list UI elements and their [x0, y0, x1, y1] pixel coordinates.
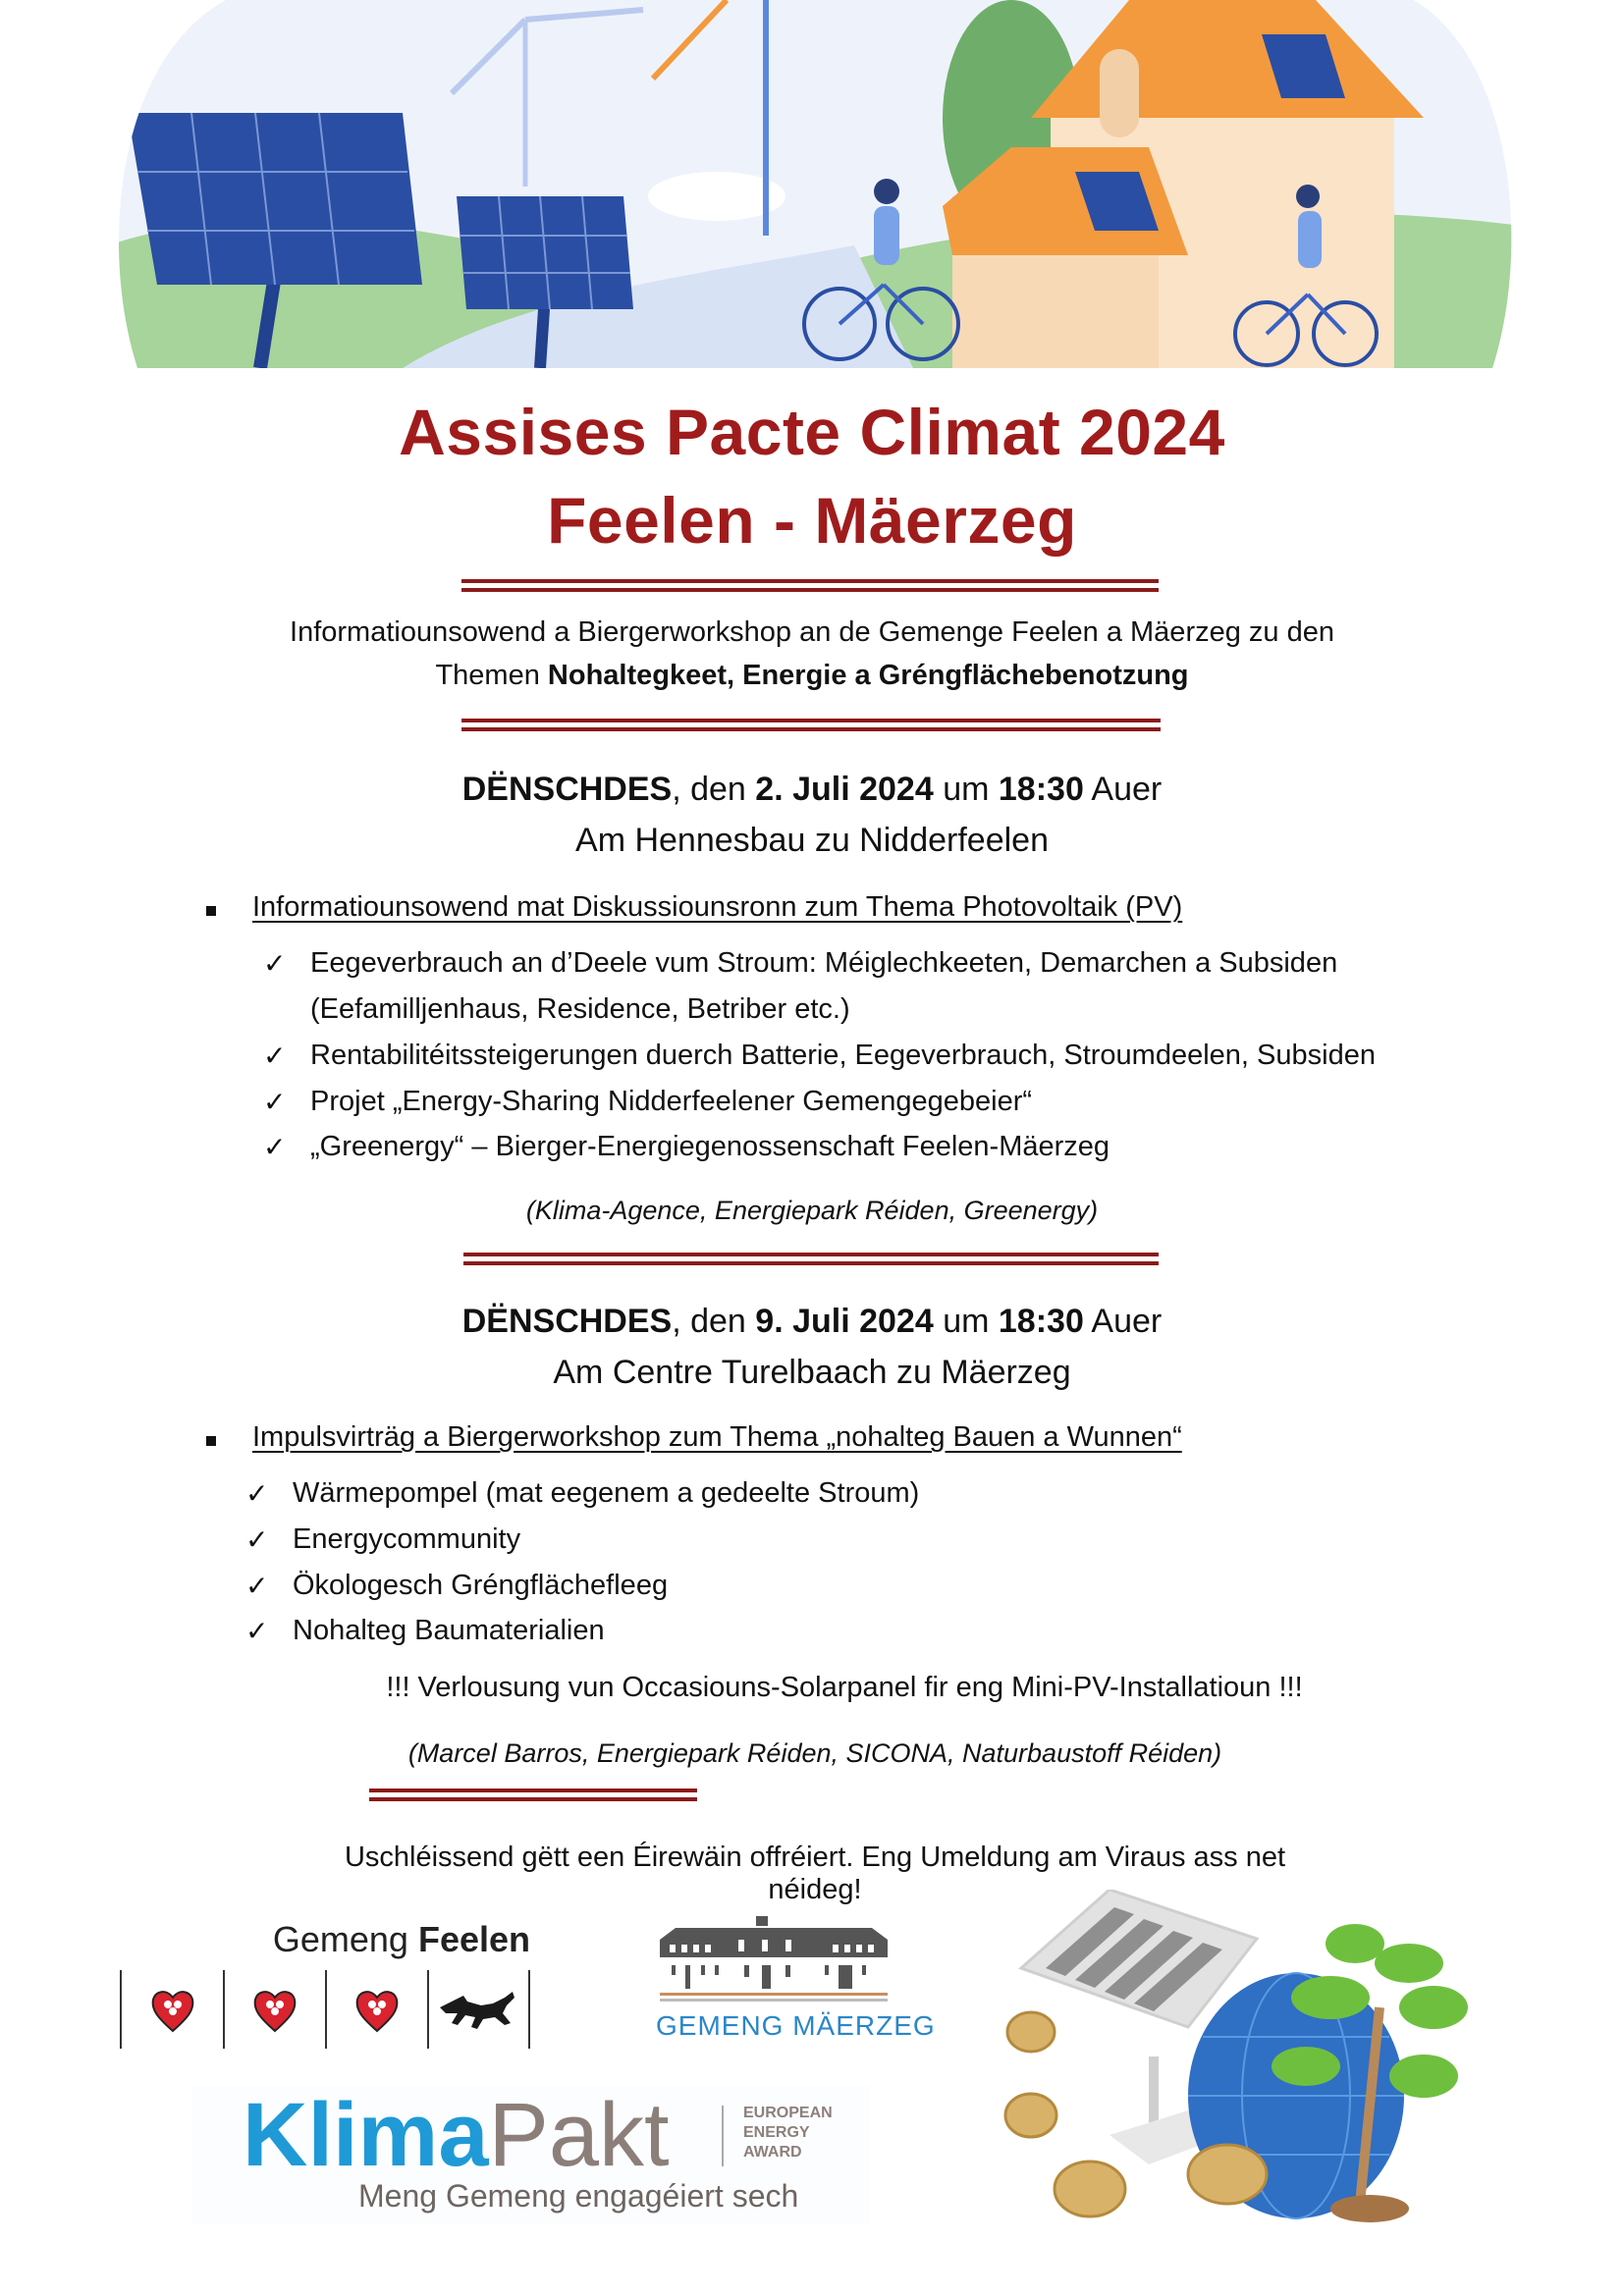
award-line: EUROPEAN: [743, 2105, 833, 2121]
event2-date: 9. Juli 2024: [755, 1303, 934, 1340]
intro-prefix: Themen: [435, 660, 548, 691]
event1-auer: Auer: [1083, 771, 1163, 808]
leaf: [1399, 1986, 1468, 2029]
leaf: [1375, 1944, 1443, 1983]
event1-day: DËNSCHDES: [461, 771, 673, 808]
event2-credits: (Marcel Barros, Energiepark Réiden, SICONA, Naturbaustoff Réiden): [407, 1738, 1222, 1768]
event1-item-1-cont: (Eefamilljenhaus, Residence, Betriber etc.): [310, 993, 850, 1025]
event1-item-2: Rentabilitéitssteigerungen duerch Batterie, Eegeverbrauch, Stroumdeelen, Subsiden: [310, 1040, 1376, 1071]
bullet-square: [206, 906, 216, 916]
town-hall-icon: [656, 1914, 896, 2002]
check-icon: ✓: [263, 947, 287, 980]
check-icon: ✓: [245, 1615, 269, 1647]
divider: [461, 579, 1159, 592]
check-icon: ✓: [263, 1086, 287, 1118]
soil: [1330, 2195, 1409, 2222]
event1-um: um: [933, 771, 999, 808]
divider-line: [223, 1970, 225, 2049]
leaf: [1389, 2055, 1458, 2098]
header-illustration: [108, 0, 1522, 368]
event1-item-3: Projet „Energy-Sharing Nidderfeelener Gemengegebeier“: [310, 1086, 1033, 1117]
heart-crest-icon: [149, 1988, 196, 2033]
logo-divider: [722, 2106, 724, 2166]
event2-den: , den: [672, 1303, 756, 1340]
event2-datetime: [0, 1296, 1624, 1347]
event2-item-2: Energycommunity: [293, 1523, 521, 1555]
title-line-1: Assises Pacte Climat 2024: [399, 396, 1225, 468]
divider: [369, 1789, 697, 1801]
logo-feelen-prefix: Gemeng: [272, 1919, 418, 1959]
event1-datetime: [0, 764, 1624, 815]
title-line-2: Feelen - Mäerzeg: [547, 484, 1077, 557]
logo-feelen-text: [273, 1919, 530, 1960]
check-icon: ✓: [245, 1477, 269, 1510]
logo-klima: Klima: [243, 2085, 489, 2185]
solar-panel-large: [128, 113, 422, 285]
event1-item-1: Eegeverbrauch an d’Deele vum Stroum: Méiglechkeeten, Demarchen a Subsiden: [310, 947, 1338, 979]
logo-tagline: Meng Gemeng engagéiert sech: [358, 2178, 799, 2214]
logo-gemeng-maerzeg: [656, 1914, 936, 2047]
check-icon: ✓: [263, 1040, 287, 1072]
logo-klimapakt: [191, 2086, 869, 2223]
event2-um: um: [933, 1303, 999, 1340]
logo-pakt: Pakt: [488, 2085, 670, 2185]
divider: [461, 719, 1161, 731]
award-line: ENERGY: [743, 2124, 810, 2141]
event2-location: Am Centre Turelbaach zu Mäerzeg: [553, 1354, 1071, 1391]
intro-line-1: Informatiounsowend a Biergerworkshop an de Gemenge Feelen a Mäerzeg zu den: [290, 616, 1334, 648]
event2-day: DËNSCHDES: [461, 1303, 673, 1340]
event2-auer: Auer: [1083, 1303, 1163, 1340]
event2-item-1: Wärmepompel (mat eegenem a gedeelte Stroum): [293, 1477, 920, 1509]
intro-text: [0, 611, 1624, 697]
check-icon: ✓: [245, 1523, 269, 1556]
divider-line: [528, 1970, 530, 2049]
logo-gemeng-feelen: [118, 1919, 530, 2056]
divider: [463, 1253, 1159, 1265]
event2-heading: Impulsvirträg a Biergerworkshop zum Thema „nohalteg Bauen a Wunnen“: [252, 1421, 1182, 1453]
bullet-square: [206, 1436, 216, 1446]
event1-heading: Informatiounsowend mat Diskussiounsronn zum Thema Photovoltaik (PV): [252, 891, 1183, 923]
logo-award: [743, 2104, 833, 2163]
heart-crest-icon: [353, 1988, 401, 2033]
event1-item-4: „Greenergy“ – Bierger-Energiegenossenschaft Feelen-Mäerzeg: [310, 1131, 1110, 1162]
logo-feelen-name: Feelen: [417, 1919, 530, 1959]
check-icon: ✓: [245, 1570, 269, 1602]
award-line: AWARD: [743, 2144, 802, 2161]
logo-maerzeg-text: GEMENG MÄERZEG: [656, 2010, 936, 2041]
divider-line: [120, 1970, 122, 2049]
raffle-note: !!! Verlousung vun Occasiouns-Solarpanel fir eng Mini-PV-Installatioun !!!: [386, 1672, 1303, 1703]
intro-topics: Nohaltegkeet, Energie a Gréngflächebenotzung: [547, 660, 1189, 691]
logo-klimapakt-wordmark: [243, 2086, 670, 2184]
intro-line-2: [0, 654, 1624, 697]
leaf: [1272, 2047, 1340, 2086]
event1-den: , den: [672, 771, 756, 808]
event1-credits: (Klima-Agence, Energiepark Réiden, Greenergy): [525, 1196, 1099, 1225]
solar-panel-gray: [1021, 1890, 1257, 2027]
check-icon: ✓: [263, 1131, 287, 1163]
divider-line: [325, 1970, 327, 2049]
leaf: [1291, 1976, 1370, 2019]
event2-item-4: Nohalteg Baumaterialien: [293, 1615, 605, 1646]
heart-crest-icon: [251, 1988, 298, 2033]
event2-item-3: Ökologesch Gréngflächefleeg: [293, 1570, 669, 1601]
event1-time: 18:30: [998, 771, 1084, 808]
event1-date: 2. Juli 2024: [755, 771, 934, 808]
event2-time: 18:30: [998, 1303, 1084, 1340]
leaf: [1326, 1924, 1384, 1963]
solar-globe-illustration: [992, 1890, 1561, 2253]
wolf-crest-icon: [432, 1988, 522, 2037]
footer-note: Uschléissend gëtt een Éirewäin offréiert. Eng Umeldung am Viraus ass net néideg!: [344, 1842, 1286, 1905]
divider-line: [427, 1970, 429, 2049]
event1-location: Am Hennesbau zu Nidderfeelen: [575, 822, 1049, 859]
